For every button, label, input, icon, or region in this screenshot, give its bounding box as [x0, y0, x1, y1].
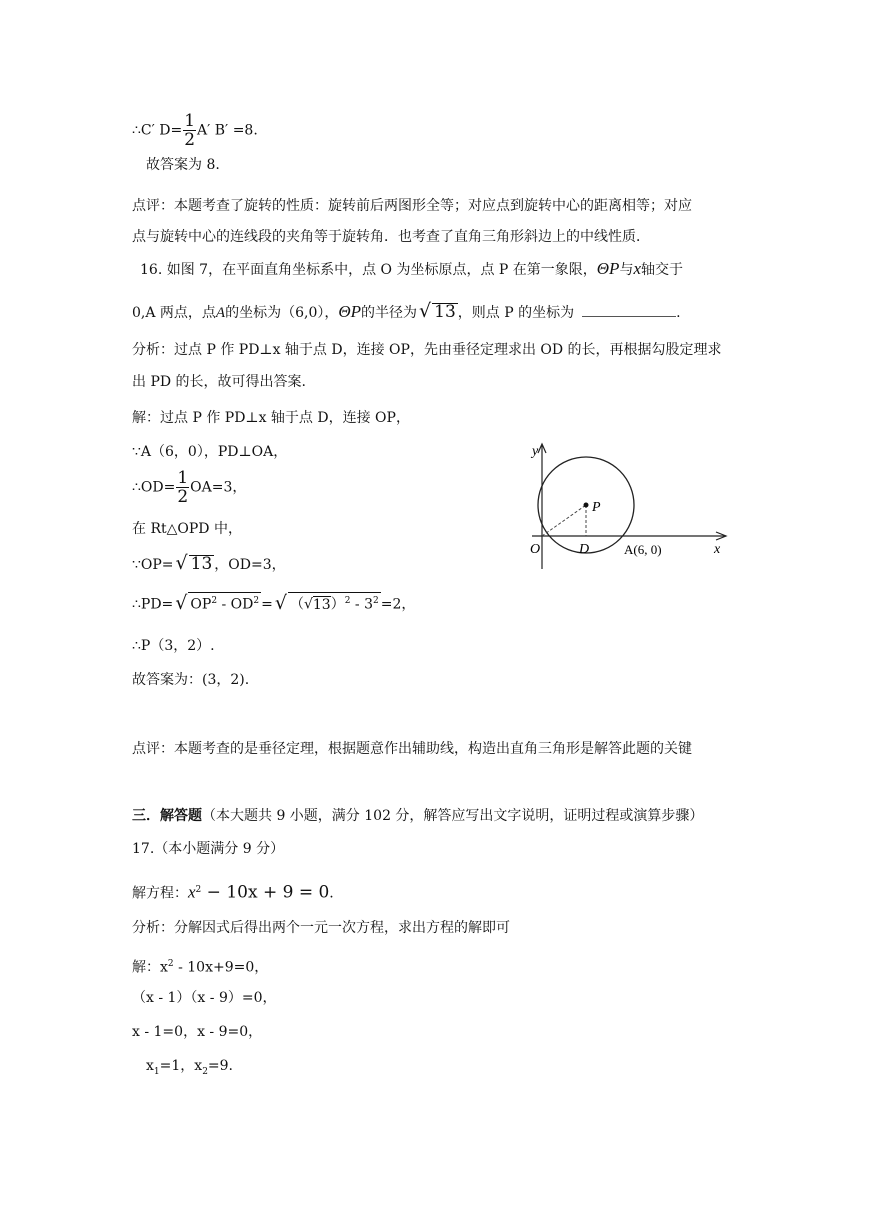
- solution-16-line4: 在 Rt△OPD 中，: [132, 521, 242, 537]
- answer-line-15: 故答案为 8.: [146, 157, 220, 173]
- analysis-17: 分析：分解因式后得出两个一元一次方程，求出方程的解即可: [132, 920, 510, 936]
- point-p: [584, 503, 589, 508]
- solution-16-line3: ∴OD= $\frac{1}{2}$ OA=3，: [132, 468, 247, 507]
- x-label: x: [714, 542, 721, 557]
- origin-label: O: [530, 542, 541, 557]
- fraction-half: $\frac{1}{2}$: [184, 111, 196, 150]
- y-label: y: [532, 444, 539, 459]
- segment-op: [542, 505, 586, 536]
- analysis-16a: 分析：过点 P 作 PD⊥x 轴于点 D，连接 OP，先由垂径定理求出 OD 的长，再根据勾股定理求: [132, 342, 722, 358]
- comment-line-15b: 点与旋转中心的连线段的夹角等于旋转角．也考查了直角三角形斜边上的中线性质．: [132, 229, 650, 245]
- comment-line-15a: 点评：本题考查了旋转的性质：旋转前后两图形全等；对应点到旋转中心的距离相等；对应: [132, 198, 692, 214]
- line-cd-result: ∴C′ D= $\frac{1}{2}$ A′ B′ =8.: [132, 111, 258, 150]
- solution-16-line7: ∴P（3，2）.: [132, 638, 215, 654]
- question-17-equation: 解方程：$x^2 - 10x + 9 = 0$.: [132, 882, 334, 903]
- solution-17-line3: x - 1=0，x - 9=0，: [132, 1024, 263, 1040]
- solution-16-line1: 解：过点 P 作 PD⊥x 轴于点 D，连接 OP，: [132, 410, 410, 426]
- answer-line-16: 故答案为：(3，2).: [132, 672, 250, 688]
- solution-17-line2: （x - 1）（x - 9）=0，: [132, 990, 277, 1006]
- answer-blank: [582, 304, 676, 317]
- solution-17-line1: 解：$x^2 - 10x+9=0$，: [132, 959, 269, 976]
- solution-17-line4: $x_1=1$，$x_2=9$.: [146, 1058, 234, 1077]
- sqrt-expanded: $(√13)^2 - 3^2$: [288, 592, 381, 614]
- section-3-heading: 三．解答题（本大题共 9 小题，满分 102 分，解答应写出文字说明，证明过程或演算步骤）: [132, 808, 704, 824]
- fraction-half: $\frac{1}{2}$: [177, 468, 189, 507]
- analysis-16b: 出 PD 的长，故可得出答案.: [132, 374, 306, 390]
- coordinate-figure: [526, 441, 736, 576]
- a-label: A(6, 0): [624, 542, 662, 557]
- solution-16-line5: ∵OP= √ 13 ，OD=3，: [132, 552, 286, 574]
- comment-line-16: 点评：本题考查的是垂径定理，根据题意作出辅助线，构造出直角三角形是解答此题的关键: [132, 741, 692, 757]
- question-16-line2: 0,A 两点，点A的坐标为（6,0），ΘP的半径为 √ 13 ，则点 P 的坐标为 .: [132, 300, 681, 322]
- p-label: P: [592, 500, 601, 515]
- question-17-header: 17.（本小题满分 9 分）: [132, 841, 285, 857]
- d-label: D: [579, 542, 590, 557]
- solution-16-line6: ∴PD= √ $OP^2 - OD^2$ = √ $(√13)^2 - 3^2 =2$，: [132, 591, 416, 614]
- question-16-line1: 16. 如图 7，在平面直角坐标系中，点 O 为坐标原点，点 P 在第一象限，ΘP与x轴交于: [140, 259, 683, 278]
- sqrt-op-od: $OP^2 - OD^2$: [188, 592, 261, 614]
- solution-16-line2: ∵A（6，0），PD⊥OA，: [132, 444, 288, 460]
